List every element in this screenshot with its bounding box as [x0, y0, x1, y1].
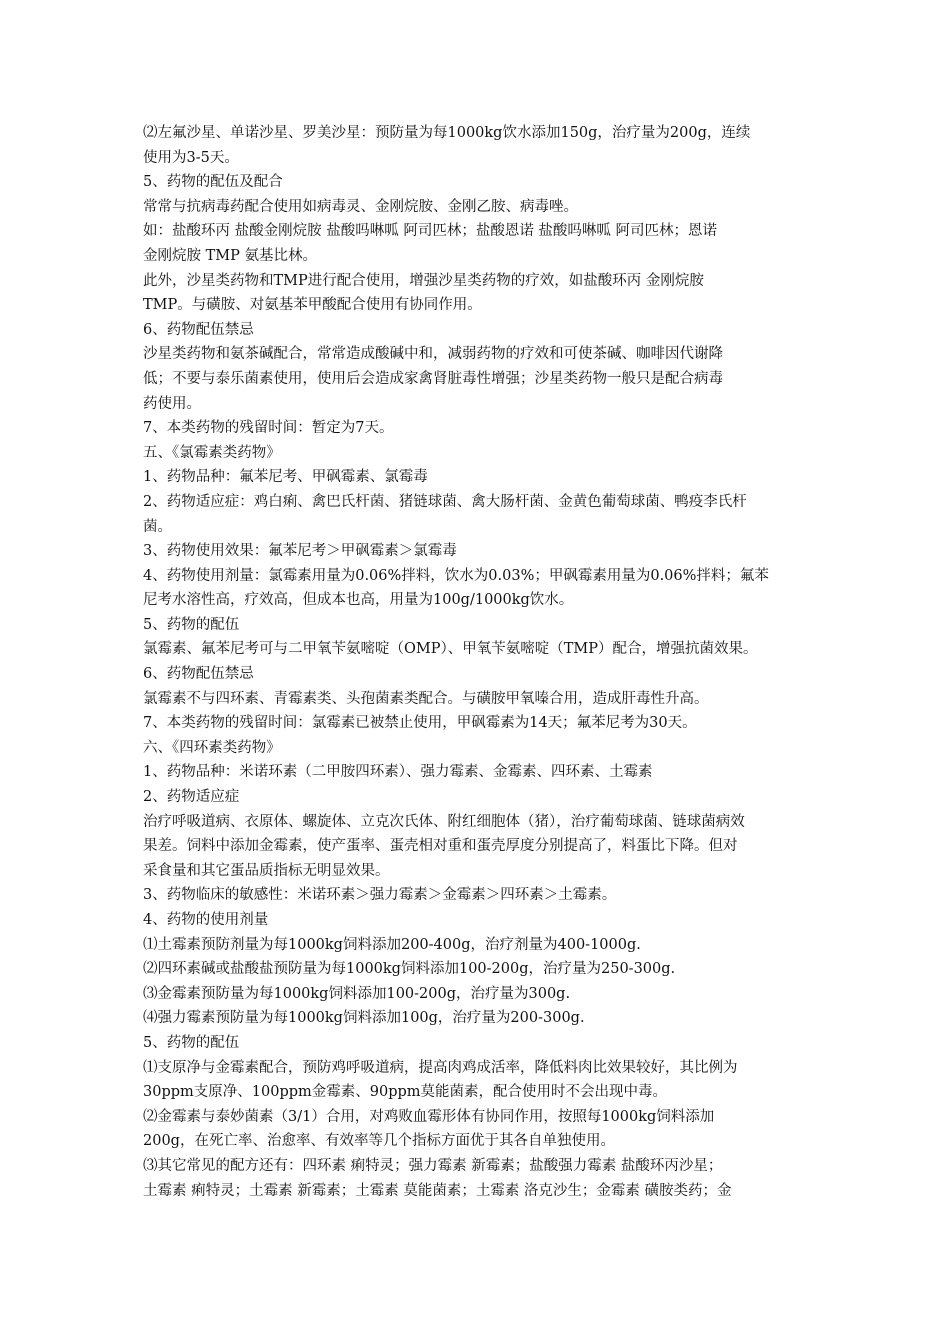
section-heading: 6、药物配伍禁忌: [143, 666, 254, 683]
text-line: 氯霉素、氟苯尼考可与二甲氧苄氨嘧啶（OMP）、甲氧苄氨嘧啶（TMP）配合，增强抗菌效果。: [143, 641, 758, 658]
text-line: 氯霉素不与四环素、青霉素类、头孢菌素类配合。与磺胺甲氧嗪合用，造成肝毒性升高。: [143, 690, 709, 707]
text-line: ⑴支原净与金霉素配合，预防鸡呼吸道病，提高肉鸡成活率，降低料肉比效果较好，其比例为: [143, 1059, 738, 1076]
text-line: 4、药物使用剂量：氯霉素用量为0.06%拌料，饮水为0.03%；甲砜霉素用量为0.06%拌料；氟苯: [143, 567, 769, 584]
text-line: ⑶金霉素预防量为每1000kg饲料添加100-200g，治疗量为300g.: [143, 985, 571, 1002]
text-line: 尼考水溶性高，疗效高，但成本也高，用量为100g/1000kg饮水。: [143, 592, 574, 609]
section-heading: 4、药物的使用剂量: [143, 912, 269, 928]
text-line: 药使用。: [143, 395, 201, 412]
section-heading: 6、药物配伍禁忌: [143, 321, 254, 338]
text-line: 30ppm支原净、100ppm金霉素、90ppm莫能菌素，配合使用时不会出现中毒。: [143, 1084, 668, 1101]
chapter-heading: 六、《四环素类药物》: [143, 739, 281, 756]
text-line: 土霉素 痢特灵；土霉素 新霉素；土霉素 莫能菌素；土霉素 洛克沙生；金霉素 磺胺类药；金: [143, 1182, 732, 1199]
text-line: 金刚烷胺 TMP 氨基比林。: [143, 247, 317, 264]
text-line: 采食量和其它蛋品质指标无明显效果。: [143, 862, 390, 879]
text-line: 沙星类药物和氨茶碱配合，常常造成酸碱中和，减弱药物的疗效和可使茶碱、咖啡因代谢降: [143, 346, 723, 363]
text-line: ⑵左氟沙星、单诺沙星、罗美沙星：预防量为每1000kg饮水添加150g，治疗量为200g，连续: [143, 125, 751, 141]
text-line: 1、药物品种：氟苯尼考、甲砜霉素、氯霉毒: [143, 469, 428, 486]
text-line: 使用为3-5天。: [143, 149, 239, 166]
text-line: ⑴土霉素预防剂量为每1000kg饲料添加200-400g，治疗剂量为400-1000g.: [143, 936, 641, 953]
text-line: ⑵四环素碱或盐酸盐预防量为每1000kg饲料添加100-200g，治疗量为250-300g.: [143, 961, 676, 978]
text-line: 3、药物使用效果：氟苯尼考＞甲砜霉素＞氯霉毒: [143, 543, 457, 560]
text-line: 7、本类药物的残留时间：暂定为7天。: [143, 420, 394, 437]
section-heading: 5、药物的配伍: [143, 616, 240, 633]
text-line: 1、药物品种：米诺环素（二甲胺四环素）、强力霉素、金霉素、四环素、土霉素: [143, 764, 653, 781]
text-line: 7、本类药物的残留时间：氯霉素已被禁止使用，甲砜霉素为14天；氟苯尼考为30天。: [143, 715, 697, 732]
text-line: 200g，在死亡率、治愈率、有效率等几个指标方面优于其各自单独使用。: [143, 1133, 615, 1150]
text-line: 治疗呼吸道病、衣原体、螺旋体、立克次氏体、附红细胞体（猪），治疗葡萄球菌、链球菌病效: [143, 813, 745, 830]
text-line: 如：盐酸环丙 盐酸金刚烷胺 盐酸吗啉呱 阿司匹林；盐酸恩诺 盐酸吗啉呱 阿司匹林；恩诺: [143, 223, 718, 240]
text-line: 菌。: [143, 518, 172, 535]
document-body: [143, 121, 813, 1203]
section-heading: 2、药物适应症: [143, 789, 240, 806]
text-line: ⑷强力霉素预防量为每1000kg饲料添加100g，治疗量为200-300g.: [143, 1010, 585, 1027]
section-heading: 5、药物的配伍: [143, 1034, 240, 1051]
section-heading: 5、药物的配伍及配合: [143, 174, 283, 191]
text-line: 此外，沙星类药物和TMP进行配合使用，增强沙星类药物的疗效，如盐酸环丙 金刚烷胺: [143, 272, 704, 289]
text-line: 2、药物适应症：鸡白痢、禽巴氏杆菌、猪链球菌、禽大肠杆菌、金黄色葡萄球菌、鸭疫李氏杆: [143, 493, 747, 510]
text-line: 果差。饲料中添加金霉素，使产蛋率、蛋壳相对重和蛋壳厚度分别提高了，料蛋比下降。但对: [143, 838, 738, 855]
text-line: TMP。与磺胺、对氨基苯甲酸配合使用有协同作用。: [143, 297, 482, 314]
text-line: ⑵金霉素与泰妙菌素（3/1）合用，对鸡败血霉形体有协同作用，按照每1000kg饲料添加: [143, 1108, 715, 1125]
chapter-heading: 五、《氯霉素类药物》: [143, 444, 281, 461]
text-line: 3、药物临床的敏感性：米诺环素＞强力霉素＞金霉素＞四环素＞土霉素。: [143, 887, 617, 904]
text-line: 常常与抗病毒药配合使用如病毒灵、金刚烷胺、金刚乙胺、病毒唑。: [143, 198, 578, 215]
text-line: ⑶其它常见的配方还有：四环素 痢特灵；强力霉素 新霉素；盐酸强力霉素 盐酸环丙沙星；: [143, 1157, 723, 1174]
text-line: 低；不要与泰乐菌素使用，使用后会造成家禽肾脏毒性增强；沙星类药物一般只是配合病毒: [143, 370, 723, 387]
